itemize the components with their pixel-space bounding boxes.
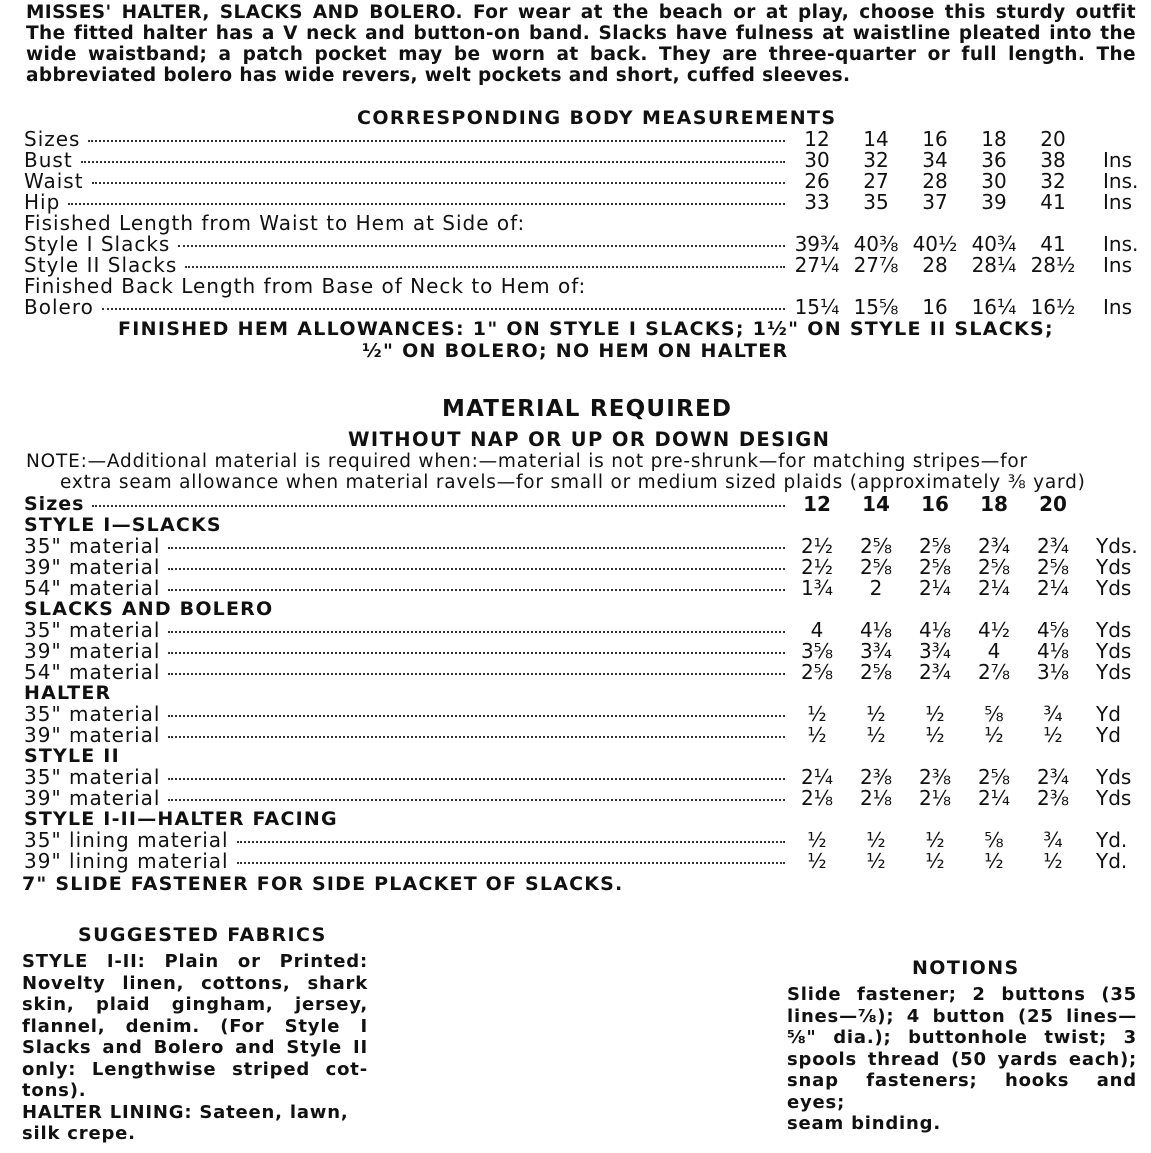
notions-line: ⅝" dia.); buttonhole twist; 3 (787, 1027, 1137, 1048)
measurement-row (0, 276, 1151, 297)
measurement-label: Fisished Length from Waist to Hem at Side of: (24, 211, 526, 235)
fabrics-line: silk crepe. (22, 1123, 136, 1144)
material-value: 2¾ (977, 534, 1011, 558)
description-line: The fitted halter has a V neck and button-on band. Slacks have fulness at waistline pleated into the (26, 23, 1136, 44)
measurement-unit: Ins (1103, 253, 1132, 277)
material-row (0, 557, 1151, 578)
measurement-value: 37 (922, 190, 948, 214)
notions-line: lines—⅞); 4 button (25 lines— (787, 1005, 1137, 1027)
measurement-unit: Ins (1103, 295, 1132, 319)
notions-line: seam binding. (787, 1113, 941, 1134)
material-value: 2⅛ (859, 786, 893, 810)
material-section-title: HALTER (24, 682, 112, 704)
material-value: 3¾ (859, 639, 893, 663)
sizes-label: Sizes (24, 493, 85, 515)
measurement-row (0, 234, 1151, 255)
material-value: 3⅝ (800, 639, 834, 663)
measurement-value: 33 (804, 190, 830, 214)
measurement-value: 39¾ (794, 232, 840, 256)
description-line: abbreviated bolero has wide revers, welt pockets and short, cuffed sleeves. (26, 65, 851, 86)
material-value: 4 (810, 618, 824, 642)
material-unit: Yds (1096, 576, 1132, 600)
leader-dots (168, 568, 785, 570)
material-value: ½ (1043, 723, 1063, 747)
material-unit: Yds (1096, 555, 1132, 579)
material-label: 39" lining material (24, 849, 229, 873)
material-unit: Yds (1096, 660, 1132, 684)
measurement-unit: Ins. (1103, 169, 1139, 193)
measurement-value: 16½ (1030, 295, 1076, 319)
measurement-value: 16¼ (971, 295, 1017, 319)
notions-line: spools thread (50 yards each); (787, 1048, 1137, 1070)
measurement-value: 27 (863, 169, 889, 193)
material-label: 39" material (24, 639, 161, 663)
material-label: 35" material (24, 765, 161, 789)
material-value: ½ (807, 828, 827, 852)
material-value: ⅝ (984, 702, 1004, 726)
material-value: ½ (807, 702, 827, 726)
measurement-value: 14 (863, 127, 889, 151)
material-value: 4⅛ (1036, 639, 1070, 663)
material-value: 2⅝ (977, 555, 1011, 579)
material-value: ½ (925, 849, 945, 873)
measurement-row (0, 171, 1151, 192)
measurement-value: 32 (1040, 169, 1066, 193)
measurement-value: 34 (922, 148, 948, 172)
measurement-value: 40⅜ (853, 232, 899, 256)
material-label: 35" material (24, 534, 161, 558)
material-value: ½ (925, 828, 945, 852)
material-row (0, 578, 1151, 599)
fabrics-line: tons). (22, 1080, 87, 1101)
material-value: ½ (866, 828, 886, 852)
leader-dots (81, 161, 785, 163)
measurement-row (0, 213, 1151, 234)
leader-dots (168, 799, 785, 801)
material-label: 39" material (24, 723, 161, 747)
fabrics-line: flannel, denim. (For Style I (22, 1015, 368, 1037)
size-value: 14 (862, 492, 890, 516)
size-value: 12 (803, 492, 831, 516)
material-subheading: WITHOUT NAP OR UP OR DOWN DESIGN (348, 428, 831, 451)
material-label: 54" material (24, 576, 161, 600)
material-value: 4 (987, 639, 1001, 663)
leader-dots (92, 182, 785, 184)
material-unit: Yds (1096, 618, 1132, 642)
notions-line: snap fasteners; hooks and eyes; (787, 1070, 1137, 1113)
material-value: 2⅝ (859, 534, 893, 558)
measurement-value: 20 (1040, 127, 1066, 151)
fabrics-line: Slacks and Bolero and Style II (22, 1037, 368, 1058)
sizes-row (0, 494, 1151, 515)
measurement-unit: Ins. (1103, 232, 1139, 256)
material-unit: Yds (1096, 765, 1132, 789)
measurement-value: 40½ (912, 232, 958, 256)
fabrics-heading: SUGGESTED FABRICS (78, 924, 327, 946)
hem-allowances-line-2: ½" ON BOLERO; NO HEM ON HALTER (362, 340, 789, 362)
description-line: wide waistband; a patch pocket may be worn at back. They are three-quarter or full length. The (26, 44, 1136, 65)
description-line: MISSES' HALTER, SLACKS AND BOLERO. For wear at the beach or at play, choose this sturdy outfit (26, 2, 1136, 23)
measurement-label: Style I Slacks (24, 232, 171, 256)
material-row (0, 641, 1151, 662)
notions-line: Slide fastener; 2 buttons (35 (787, 984, 1137, 1005)
material-label: 39" material (24, 555, 161, 579)
material-value: 2⅝ (859, 660, 893, 684)
material-unit: Yd. (1096, 828, 1128, 852)
material-unit: Yd. (1096, 849, 1128, 873)
leader-dots (102, 308, 785, 310)
material-value: ½ (925, 723, 945, 747)
measurement-label: Bust (24, 148, 73, 172)
material-label: 35" material (24, 618, 161, 642)
material-value: 2⅜ (859, 765, 893, 789)
material-value: 2⅞ (977, 660, 1011, 684)
measurement-value: 38 (1040, 148, 1066, 172)
material-section-title: STYLE I-II—HALTER FACING (24, 808, 338, 830)
material-row (0, 725, 1151, 746)
measurement-value: 15⅝ (853, 295, 899, 319)
leader-dots (168, 778, 785, 780)
measurement-value: 28½ (1030, 253, 1076, 277)
measurement-value: 30 (804, 148, 830, 172)
measurement-value: 32 (863, 148, 889, 172)
measurement-value: 30 (981, 169, 1007, 193)
measurement-value: 41 (1040, 190, 1066, 214)
leader-dots (168, 673, 785, 675)
measurement-value: 16 (922, 295, 948, 319)
material-value: 2¾ (918, 660, 952, 684)
material-row (0, 620, 1151, 641)
material-value: 4⅝ (1036, 618, 1070, 642)
leader-dots (168, 736, 785, 738)
material-row (0, 536, 1151, 557)
measurement-value: 15¼ (794, 295, 840, 319)
measurement-label: Bolero (24, 295, 94, 319)
material-value: ½ (984, 849, 1004, 873)
size-value: 16 (921, 492, 949, 516)
size-value: 18 (980, 492, 1008, 516)
material-label: 39" material (24, 786, 161, 810)
material-value: 2⅜ (1036, 786, 1070, 810)
material-row (0, 788, 1151, 809)
measurement-label: Waist (24, 169, 84, 193)
measurement-row (0, 297, 1151, 318)
material-value: 2⅝ (918, 555, 952, 579)
measurement-value: 39 (981, 190, 1007, 214)
fabrics-text (22, 951, 368, 1145)
slide-fastener-line: 7" SLIDE FASTENER FOR SIDE PLACKET OF SLACKS. (22, 873, 624, 895)
material-row (0, 704, 1151, 725)
material-value: ½ (866, 849, 886, 873)
measurement-value: 36 (981, 148, 1007, 172)
measurements-heading: CORRESPONDING BODY MEASUREMENTS (357, 107, 837, 129)
measurement-label: Sizes (24, 127, 81, 151)
material-value: ½ (984, 723, 1004, 747)
material-value: 2⅛ (800, 786, 834, 810)
material-value: 3¾ (918, 639, 952, 663)
measurement-label: Style II Slacks (24, 253, 178, 277)
material-label: 35" lining material (24, 828, 229, 852)
material-value: ⅝ (984, 828, 1004, 852)
material-value: 2¼ (918, 576, 952, 600)
material-value: 2¾ (1036, 534, 1070, 558)
material-value: 2⅜ (918, 765, 952, 789)
material-value: 2¼ (800, 765, 834, 789)
measurement-value: 28 (922, 169, 948, 193)
material-value: ½ (866, 702, 886, 726)
material-value: 2⅝ (800, 660, 834, 684)
measurement-value: 28¼ (971, 253, 1017, 277)
fabrics-line: STYLE I-II: Plain or Printed: (22, 951, 368, 972)
material-unit: Yds (1096, 786, 1132, 810)
material-section-title: STYLE I—SLACKS (24, 514, 222, 536)
material-note-line-1: NOTE:—Additional material is required when:—material is not pre-shrunk—for matching stripes—for (26, 451, 1028, 472)
material-value: ¾ (1043, 702, 1063, 726)
leader-dots (185, 266, 785, 268)
leader-dots (92, 505, 785, 507)
leader-dots (88, 140, 785, 142)
leader-dots (68, 203, 785, 205)
material-value: 4½ (977, 618, 1011, 642)
material-value: ½ (1043, 849, 1063, 873)
material-heading: MATERIAL REQUIRED (442, 396, 733, 422)
leader-dots (168, 652, 785, 654)
measurement-unit: Ins (1103, 148, 1132, 172)
leader-dots (168, 547, 785, 549)
measurement-value: 27¼ (794, 253, 840, 277)
material-unit: Yds (1096, 639, 1132, 663)
measurement-value: 18 (981, 127, 1007, 151)
fabrics-line: HALTER LINING: Sateen, lawn, (22, 1101, 349, 1123)
material-row (0, 662, 1151, 683)
measurement-row (0, 192, 1151, 213)
material-value: 2⅝ (977, 765, 1011, 789)
pattern-description (26, 2, 1136, 86)
material-value: 2¼ (1036, 576, 1070, 600)
material-value: 2⅝ (918, 534, 952, 558)
material-unit: Yd (1096, 702, 1121, 726)
leader-dots (168, 589, 785, 591)
measurement-label: Hip (24, 190, 61, 214)
leader-dots (168, 715, 785, 717)
material-note-line-2: extra seam allowance when material ravels—for small or medium sized plaids (approximately ⅜ yard) (60, 472, 1086, 493)
measurement-value: 26 (804, 169, 830, 193)
material-unit: Yds. (1096, 534, 1138, 558)
material-section-title: SLACKS AND BOLERO (24, 598, 274, 620)
measurement-unit: Ins (1103, 190, 1132, 214)
leader-dots (168, 631, 785, 633)
material-label: 35" material (24, 702, 161, 726)
material-value: 2½ (800, 534, 834, 558)
measurement-value: 40¾ (971, 232, 1017, 256)
material-value: 2⅝ (1036, 555, 1070, 579)
fabrics-line: Novelty linen, cottons, shark (22, 972, 368, 994)
material-value: ½ (807, 849, 827, 873)
measurement-value: 12 (804, 127, 830, 151)
material-row (0, 767, 1151, 788)
material-value: 1¾ (800, 576, 834, 600)
measurement-row (0, 150, 1151, 171)
measurement-row (0, 129, 1151, 150)
measurement-value: 41 (1040, 232, 1066, 256)
notions-text (787, 984, 1137, 1135)
material-value: ¾ (1043, 828, 1063, 852)
material-value: 4⅛ (918, 618, 952, 642)
material-value: 2¼ (977, 786, 1011, 810)
hem-allowances-line-1: FINISHED HEM ALLOWANCES: 1" ON STYLE I SLACKS; 1½" ON STYLE II SLACKS; (118, 318, 1054, 340)
leader-dots (178, 245, 785, 247)
material-value: 2½ (800, 555, 834, 579)
fabrics-line: only: Lengthwise striped cot- (22, 1058, 368, 1080)
material-section-title: STYLE II (24, 745, 120, 767)
material-value: 2 (869, 576, 883, 600)
material-value: ½ (866, 723, 886, 747)
material-row (0, 851, 1151, 872)
material-value: 2⅝ (859, 555, 893, 579)
measurement-value: 35 (863, 190, 889, 214)
material-value: 3⅛ (1036, 660, 1070, 684)
leader-dots (237, 841, 785, 843)
fabrics-line: skin, plaid gingham, jersey, (22, 994, 368, 1015)
material-value: 2¾ (1036, 765, 1070, 789)
size-value: 20 (1039, 492, 1067, 516)
measurement-value: 28 (922, 253, 948, 277)
leader-dots (237, 862, 785, 864)
material-unit: Yd (1096, 723, 1121, 747)
notions-heading: NOTIONS (912, 957, 1020, 979)
material-label: 54" material (24, 660, 161, 684)
measurement-row (0, 255, 1151, 276)
material-value: ½ (925, 702, 945, 726)
material-value: 4⅛ (859, 618, 893, 642)
material-value: ½ (807, 723, 827, 747)
measurement-value: 27⅞ (853, 253, 899, 277)
material-value: 2¼ (977, 576, 1011, 600)
material-value: 2⅛ (918, 786, 952, 810)
measurement-value: 16 (922, 127, 948, 151)
measurement-label: Finished Back Length from Base of Neck to Hem of: (24, 274, 587, 298)
material-row (0, 830, 1151, 851)
